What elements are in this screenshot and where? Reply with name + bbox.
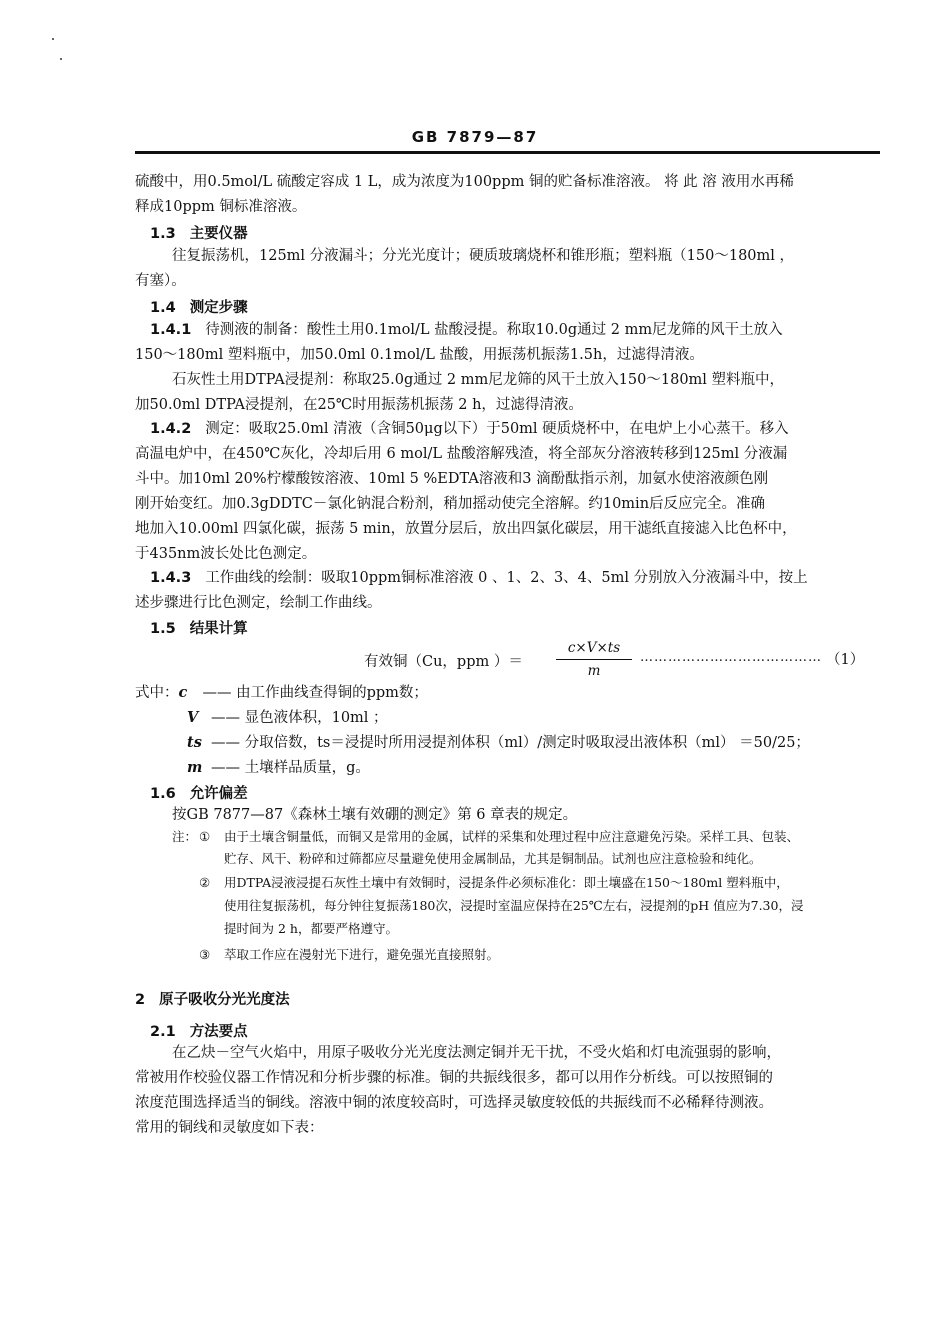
variables-intro: 式中： [135, 685, 179, 701]
variable-symbol: V [187, 709, 199, 726]
step-number: 1.4.3 [150, 570, 192, 586]
paragraph-line: 150～180ml 塑料瓶中，加50.0ml 0.1mol/L 盐酸，用振荡机振荡1.5h，过滤得清液。 [135, 347, 704, 363]
note-marker: ③ [199, 947, 211, 962]
step-text: 工作曲线的绘制：吸取10ppm铜标准溶液 0 、1、2、3、4、5ml 分别放入分液漏斗中，按上 [205, 570, 808, 586]
section-title: 主要仪器 [189, 225, 248, 242]
variable-symbol: c [178, 684, 188, 701]
section-number: 2 [135, 992, 146, 1008]
step-1-4-2-line [150, 419, 789, 439]
note-line: 萃取工作应在漫射光下进行，避免强光直接照射。 [224, 947, 500, 962]
paragraph-line: 加50.0ml DTPA浸提剂，在25℃时用振荡机振荡 2 h，过滤得清液。 [135, 397, 583, 413]
notes-label: 注： [172, 829, 198, 844]
variable-description: —— 分取倍数，ts＝浸提时所用浸提剂体积（ml）/测定时吸取浸出液体积（ml） ＝50/25； [211, 735, 810, 751]
step-text: 测定：吸取25.0ml 清液（含铜50μg以下）于50ml 硬质烧杯中，在电炉上小心蒸干。移入 [205, 421, 789, 437]
paragraph-line: 往复振荡机，125ml 分液漏斗；分光光度计；硬质玻璃烧杯和锥形瓶；塑料瓶（150～180ml ， [172, 248, 795, 264]
formula-fraction [556, 640, 632, 679]
paragraph-line: 有塞）。 [135, 273, 186, 289]
section-heading-2-1 [150, 1020, 248, 1041]
variable-m-line [187, 758, 370, 778]
fraction-bar [556, 659, 632, 660]
note-marker: ① [199, 829, 211, 844]
paragraph-line: 释成10ppm 铜标准溶液。 [135, 199, 307, 215]
header-rule [135, 151, 880, 154]
paragraph-line: 地加入10.00ml 四氯化碳，振荡 5 min，放置分层后，放出四氯化碳层，用干滤纸直接滤入比色杯中， [135, 521, 797, 537]
section-title: 原子吸收分光光度法 [159, 991, 290, 1008]
section-number: 1.5 [150, 621, 176, 637]
step-1-4-1-line [150, 320, 783, 340]
variable-description: —— 显色液体积，10ml ； [211, 710, 388, 726]
note-line: 使用往复振荡机，每分钟往复振荡180次，浸提时室温应保持在25℃左右，浸提剂的pH 值应为7.30，浸 [224, 898, 804, 913]
paragraph-line: 刚开始变红。加0.3gDDTC－氯化钠混合粉剂，稍加摇动使完全溶解。约10min后反应完全。准确 [135, 496, 766, 512]
step-number: 1.4.1 [150, 322, 192, 338]
section-heading-1-6 [150, 782, 248, 803]
section-heading-1-3 [150, 222, 248, 243]
paragraph-line: 于435nm波长处比色测定。 [135, 546, 317, 562]
scan-speck [52, 38, 54, 40]
section-number: 1.4 [150, 300, 176, 316]
paragraph-line: 浓度范围选择适当的铜线。溶液中铜的浓度较高时，可选择灵敏度较低的共振线而不必稀释待测液。 [135, 1095, 773, 1111]
formula-denominator: m [587, 663, 601, 679]
note-line: 提时间为 2 h，都要严格遵守。 [224, 921, 398, 936]
paragraph-line: 述步骤进行比色测定，绘制工作曲线。 [135, 595, 382, 611]
step-text: 待测液的制备：酸性土用0.1mol/L 盐酸浸提。称取10.0g通过 2 mm尼龙筛的风干土放入 [205, 322, 783, 338]
section-heading-1-5 [150, 617, 248, 638]
note-line: 由于土壤含铜量低，而铜又是常用的金属，试样的采集和处理过程中应注意避免污染。采样工具、包装、 [224, 829, 800, 844]
variable-description: —— 土壤样品质量，g。 [211, 760, 370, 776]
section-title: 允许偏差 [189, 785, 248, 802]
variable-ts-line [187, 733, 810, 753]
variable-description: —— 由工作曲线查得铜的ppm数； [202, 685, 428, 701]
formula-numerator: c×V×ts [567, 640, 621, 656]
scan-speck [60, 58, 62, 60]
section-title: 方法要点 [189, 1023, 248, 1040]
paragraph-line: 常用的铜线和灵敏度如下表： [135, 1120, 324, 1136]
section-heading-2 [135, 988, 290, 1009]
paragraph-line: 石灰性土用DTPA浸提剂：称取25.0g通过 2 mm尼龙筛的风干土放入150～180ml 塑料瓶中， [172, 372, 785, 388]
step-1-4-3-line [150, 568, 808, 588]
paragraph-line: 在乙炔－空气火焰中，用原子吸收分光光度法测定铜并无干扰，不受火焰和灯电流强弱的影响， [172, 1045, 781, 1061]
formula-leader-dots: ………………………………… [640, 650, 822, 665]
paragraph-line: 斗中。加10ml 20%柠檬酸铵溶液、10ml 5 %EDTA溶液和3 滴酚酞指示剂，加氨水使溶液颜色刚 [135, 471, 769, 487]
equation-number: （1） [826, 652, 865, 668]
step-number: 1.4.2 [150, 421, 192, 437]
section-title: 结果计算 [189, 620, 248, 637]
paragraph-line: 高温电炉中，在450℃灰化，冷却后用 6 mol/L 盐酸溶解残渣，将全部灰分溶液转移到125ml 分液漏 [135, 446, 788, 462]
section-number: 1.3 [150, 226, 176, 242]
tolerance-text: 按GB 7877—87《森林土壤有效硼的测定》第 6 章表的规定。 [172, 807, 578, 823]
variable-v-line [187, 708, 388, 728]
note-line: 用DTPA浸液浸提石灰性土壤中有效铜时，浸提条件必须标准化：即土壤盛在150～180ml 塑料瓶中， [224, 875, 789, 890]
standard-number: GB 7879—87 [411, 128, 539, 146]
section-heading-1-4 [150, 296, 248, 317]
section-number: 1.6 [150, 786, 176, 802]
note-line: 贮存、风干、粉碎和过筛都应尽量避免使用金属制品，尤其是铜制品。试剂也应注意检验和纯化。 [224, 851, 762, 866]
variable-c-line [135, 683, 428, 703]
section-title: 测定步骤 [189, 299, 248, 316]
paragraph-line: 常被用作校验仪器工作情况和分析步骤的标准。铜的共振线很多，都可以用作分析线。可以按照铜的 [135, 1070, 773, 1086]
paragraph-line: 硫酸中，用0.5mol/L 硫酸定容成 1 L，成为浓度为100ppm 铜的贮备标准溶液。 将 此 溶 液用水再稀 [135, 174, 794, 190]
formula-lhs: 有效铜（Cu，ppm ）＝ [364, 654, 523, 670]
variable-symbol: ts [187, 734, 202, 751]
variable-symbol: m [187, 759, 203, 776]
section-number: 2.1 [150, 1024, 176, 1040]
note-marker: ② [199, 875, 211, 890]
